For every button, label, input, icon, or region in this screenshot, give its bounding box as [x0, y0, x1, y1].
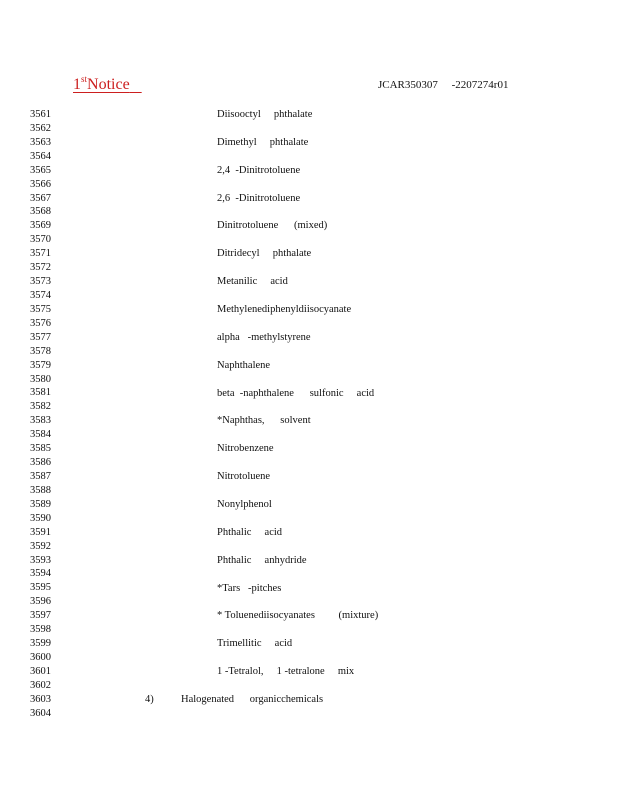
line-number: 3572: [30, 262, 51, 274]
line-number: 3599: [30, 638, 51, 650]
line-number: 3568: [30, 206, 51, 218]
list-item: [0, 609, 618, 637]
list-item: [0, 442, 618, 470]
list-item: [0, 526, 618, 554]
section-heading: [0, 693, 618, 721]
line-number: 3598: [30, 624, 51, 636]
list-item: [0, 498, 618, 526]
line-number: 3565: [30, 164, 51, 176]
line-number: 3597: [30, 610, 51, 622]
line-number: 3603: [30, 693, 51, 705]
list-item: [0, 665, 618, 693]
list-item: [0, 164, 618, 192]
line-number: 3581: [30, 387, 51, 399]
list-item: [0, 387, 618, 415]
chemical-list: [0, 108, 618, 721]
line-number: 3567: [30, 192, 51, 204]
chemical-name: 2,6 -Dinitrotoluene: [217, 192, 301, 204]
document-code: JCAR350307 -2207274r01: [378, 79, 509, 91]
list-item: [0, 359, 618, 387]
line-number: 3576: [30, 317, 51, 329]
line-number: 3579: [30, 359, 51, 371]
notice-superscript: st: [81, 74, 88, 84]
chemical-name: Dinitrotoluene (mixed): [217, 220, 328, 232]
chemical-name: Nitrotoluene: [217, 471, 271, 483]
section-title: Halogenated organicchemicals: [181, 694, 324, 706]
chemical-name: Nonylphenol: [217, 499, 272, 511]
chemical-name: 2,4 -Dinitrotoluene: [217, 164, 301, 176]
list-item: [0, 192, 618, 220]
line-number: 3595: [30, 582, 51, 594]
list-item: [0, 219, 618, 247]
line-number: 3571: [30, 248, 51, 260]
line-number: 3592: [30, 540, 51, 552]
line-number: 3586: [30, 457, 51, 469]
line-number: 3600: [30, 651, 51, 663]
list-item: [0, 582, 618, 610]
line-number: 3580: [30, 373, 51, 385]
line-number: 3602: [30, 679, 51, 691]
line-number: 3588: [30, 484, 51, 496]
line-number: 3575: [30, 303, 51, 315]
list-item: [0, 414, 618, 442]
chemical-name: Nitrobenzene: [217, 443, 274, 455]
line-number: 3590: [30, 512, 51, 524]
notice-word: Notice: [87, 76, 130, 93]
line-number: 3601: [30, 665, 51, 677]
list-item: [0, 303, 618, 331]
line-number: 3566: [30, 178, 51, 190]
line-number: 3578: [30, 345, 51, 357]
line-number: 3596: [30, 596, 51, 608]
line-number: 3569: [30, 220, 51, 232]
list-item: [0, 331, 618, 359]
line-number: 3562: [30, 122, 51, 134]
chemical-name: Trimellitic acid: [217, 638, 293, 650]
chemical-name: Metanilic acid: [217, 276, 288, 288]
chemical-name: *Naphthas, solvent: [217, 415, 311, 427]
list-item: [0, 470, 618, 498]
chemical-name: beta -naphthalene sulfonic acid: [217, 387, 375, 399]
list-item: [0, 108, 618, 136]
notice-label: [73, 74, 142, 94]
list-item: [0, 136, 618, 164]
line-number: 3584: [30, 429, 51, 441]
line-number: 3564: [30, 150, 51, 162]
line-number: 3577: [30, 331, 51, 343]
line-number: 3573: [30, 276, 51, 288]
chemical-name: Diisooctyl phthalate: [217, 109, 313, 120]
list-item: [0, 637, 618, 665]
line-number: 3593: [30, 554, 51, 566]
list-item: [0, 247, 618, 275]
line-number: 3570: [30, 234, 51, 246]
list-item: [0, 554, 618, 582]
chemical-name: Methylenediphenyldiisocyanate: [217, 304, 352, 316]
line-number: 3582: [30, 401, 51, 413]
line-number: 3574: [30, 289, 51, 301]
chemical-name: Ditridecyl phthalate: [217, 248, 312, 260]
line-number: 3587: [30, 470, 51, 482]
chemical-name: Phthalic acid: [217, 526, 283, 538]
line-number: 3604: [30, 707, 51, 719]
chemical-name: alpha -methylstyrene: [217, 331, 311, 343]
line-number: 3561: [30, 109, 51, 120]
list-item: [0, 275, 618, 303]
chemical-name: Phthalic anhydride: [217, 554, 307, 566]
chemical-name: 1 -Tetralol, 1 -tetralone mix: [217, 666, 355, 678]
chemical-name: *Tars -pitches: [217, 582, 282, 594]
line-number: 3594: [30, 568, 51, 580]
chemical-name: * Toluenediisocyanates (mixture): [217, 610, 379, 622]
section-number: 4): [145, 694, 154, 706]
line-number: 3589: [30, 498, 51, 510]
notice-number: 1: [73, 76, 81, 93]
line-number: 3583: [30, 415, 51, 427]
line-number: 3563: [30, 136, 51, 148]
line-number: 3585: [30, 443, 51, 455]
chemical-name: Dimethyl phthalate: [217, 136, 309, 148]
line-number: 3591: [30, 526, 51, 538]
chemical-name: Naphthalene: [217, 359, 271, 371]
